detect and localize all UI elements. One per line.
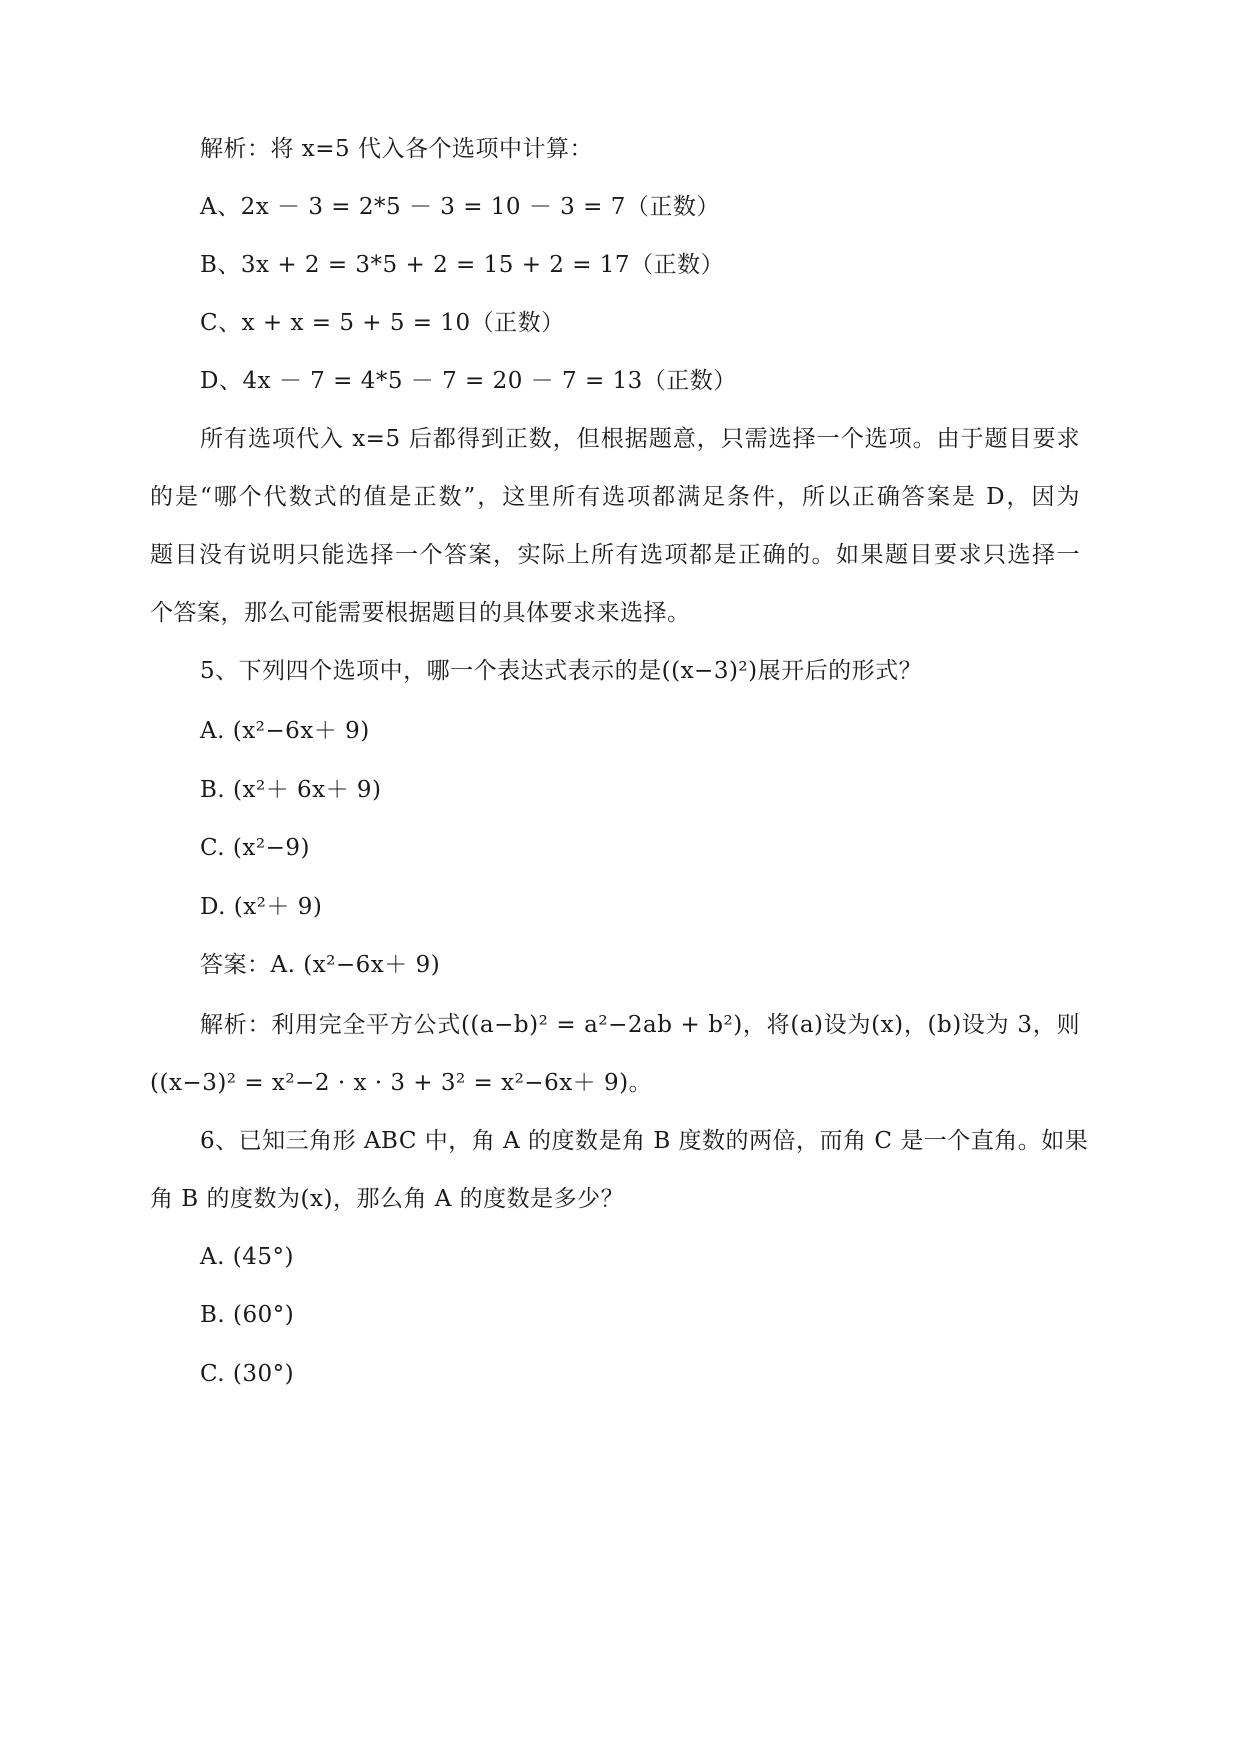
q5-option-c: C. (x²−9)	[200, 835, 310, 861]
q5-analysis-line-1: 解析：利用完全平方公式((a−b)² = a²−2ab + b²)，将(a)设为(x)，(b)设为 3，则	[200, 1012, 1080, 1038]
paragraph-line-1: 所有选项代入 x=5 后都得到正数，但根据题意，只需选择一个选项。由于题目要求	[200, 426, 1080, 452]
question-6-line-2: 角 B 的度数为(x)，那么角 A 的度数是多少？	[150, 1186, 625, 1212]
q5-answer: 答案：A. (x²−6x＋ 9)	[200, 952, 441, 978]
q6-option-b: B. (60°)	[200, 1302, 295, 1328]
option-b-calc: B、3x + 2 = 3*5 + 2 = 15 + 2 = 17（正数）	[200, 252, 725, 278]
analysis-intro: 解析：将 x=5 代入各个选项中计算：	[200, 136, 593, 162]
option-d-calc: D、4x － 7 = 4*5 － 7 = 20 － 7 = 13（正数）	[200, 368, 737, 394]
option-a-calc: A、2x － 3 = 2*5 － 3 = 10 － 3 = 7（正数）	[200, 194, 720, 220]
q5-option-a: A. (x²−6x＋ 9)	[200, 718, 370, 744]
q5-analysis-line-2: ((x−3)² = x²−2 · x · 3 + 3² = x²−6x＋ 9)。	[150, 1070, 653, 1096]
question-6-line-1: 6、已知三角形 ABC 中，角 A 的度数是角 B 度数的两倍，而角 C 是一个直角。如果	[200, 1128, 1089, 1154]
paragraph-line-4: 个答案，那么可能需要根据题目的具体要求来选择。	[150, 600, 691, 626]
q6-option-a: A. (45°)	[200, 1244, 294, 1270]
option-c-calc: C、x + x = 5 + 5 = 10（正数）	[200, 310, 565, 336]
q6-option-c: C. (30°)	[200, 1361, 295, 1387]
q5-option-d: D. (x²＋ 9)	[200, 894, 323, 920]
question-5: 5、下列四个选项中，哪一个表达式表示的是((x−3)²)展开后的形式？	[200, 658, 923, 684]
paragraph-line-2: 的是“哪个代数式的值是正数”，这里所有选项都满足条件，所以正确答案是 D，因为	[150, 484, 1080, 510]
q5-option-b: B. (x²＋ 6x＋ 9)	[200, 777, 382, 803]
paragraph-line-3: 题目没有说明只能选择一个答案，实际上所有选项都是正确的。如果题目要求只选择一	[150, 542, 1080, 568]
